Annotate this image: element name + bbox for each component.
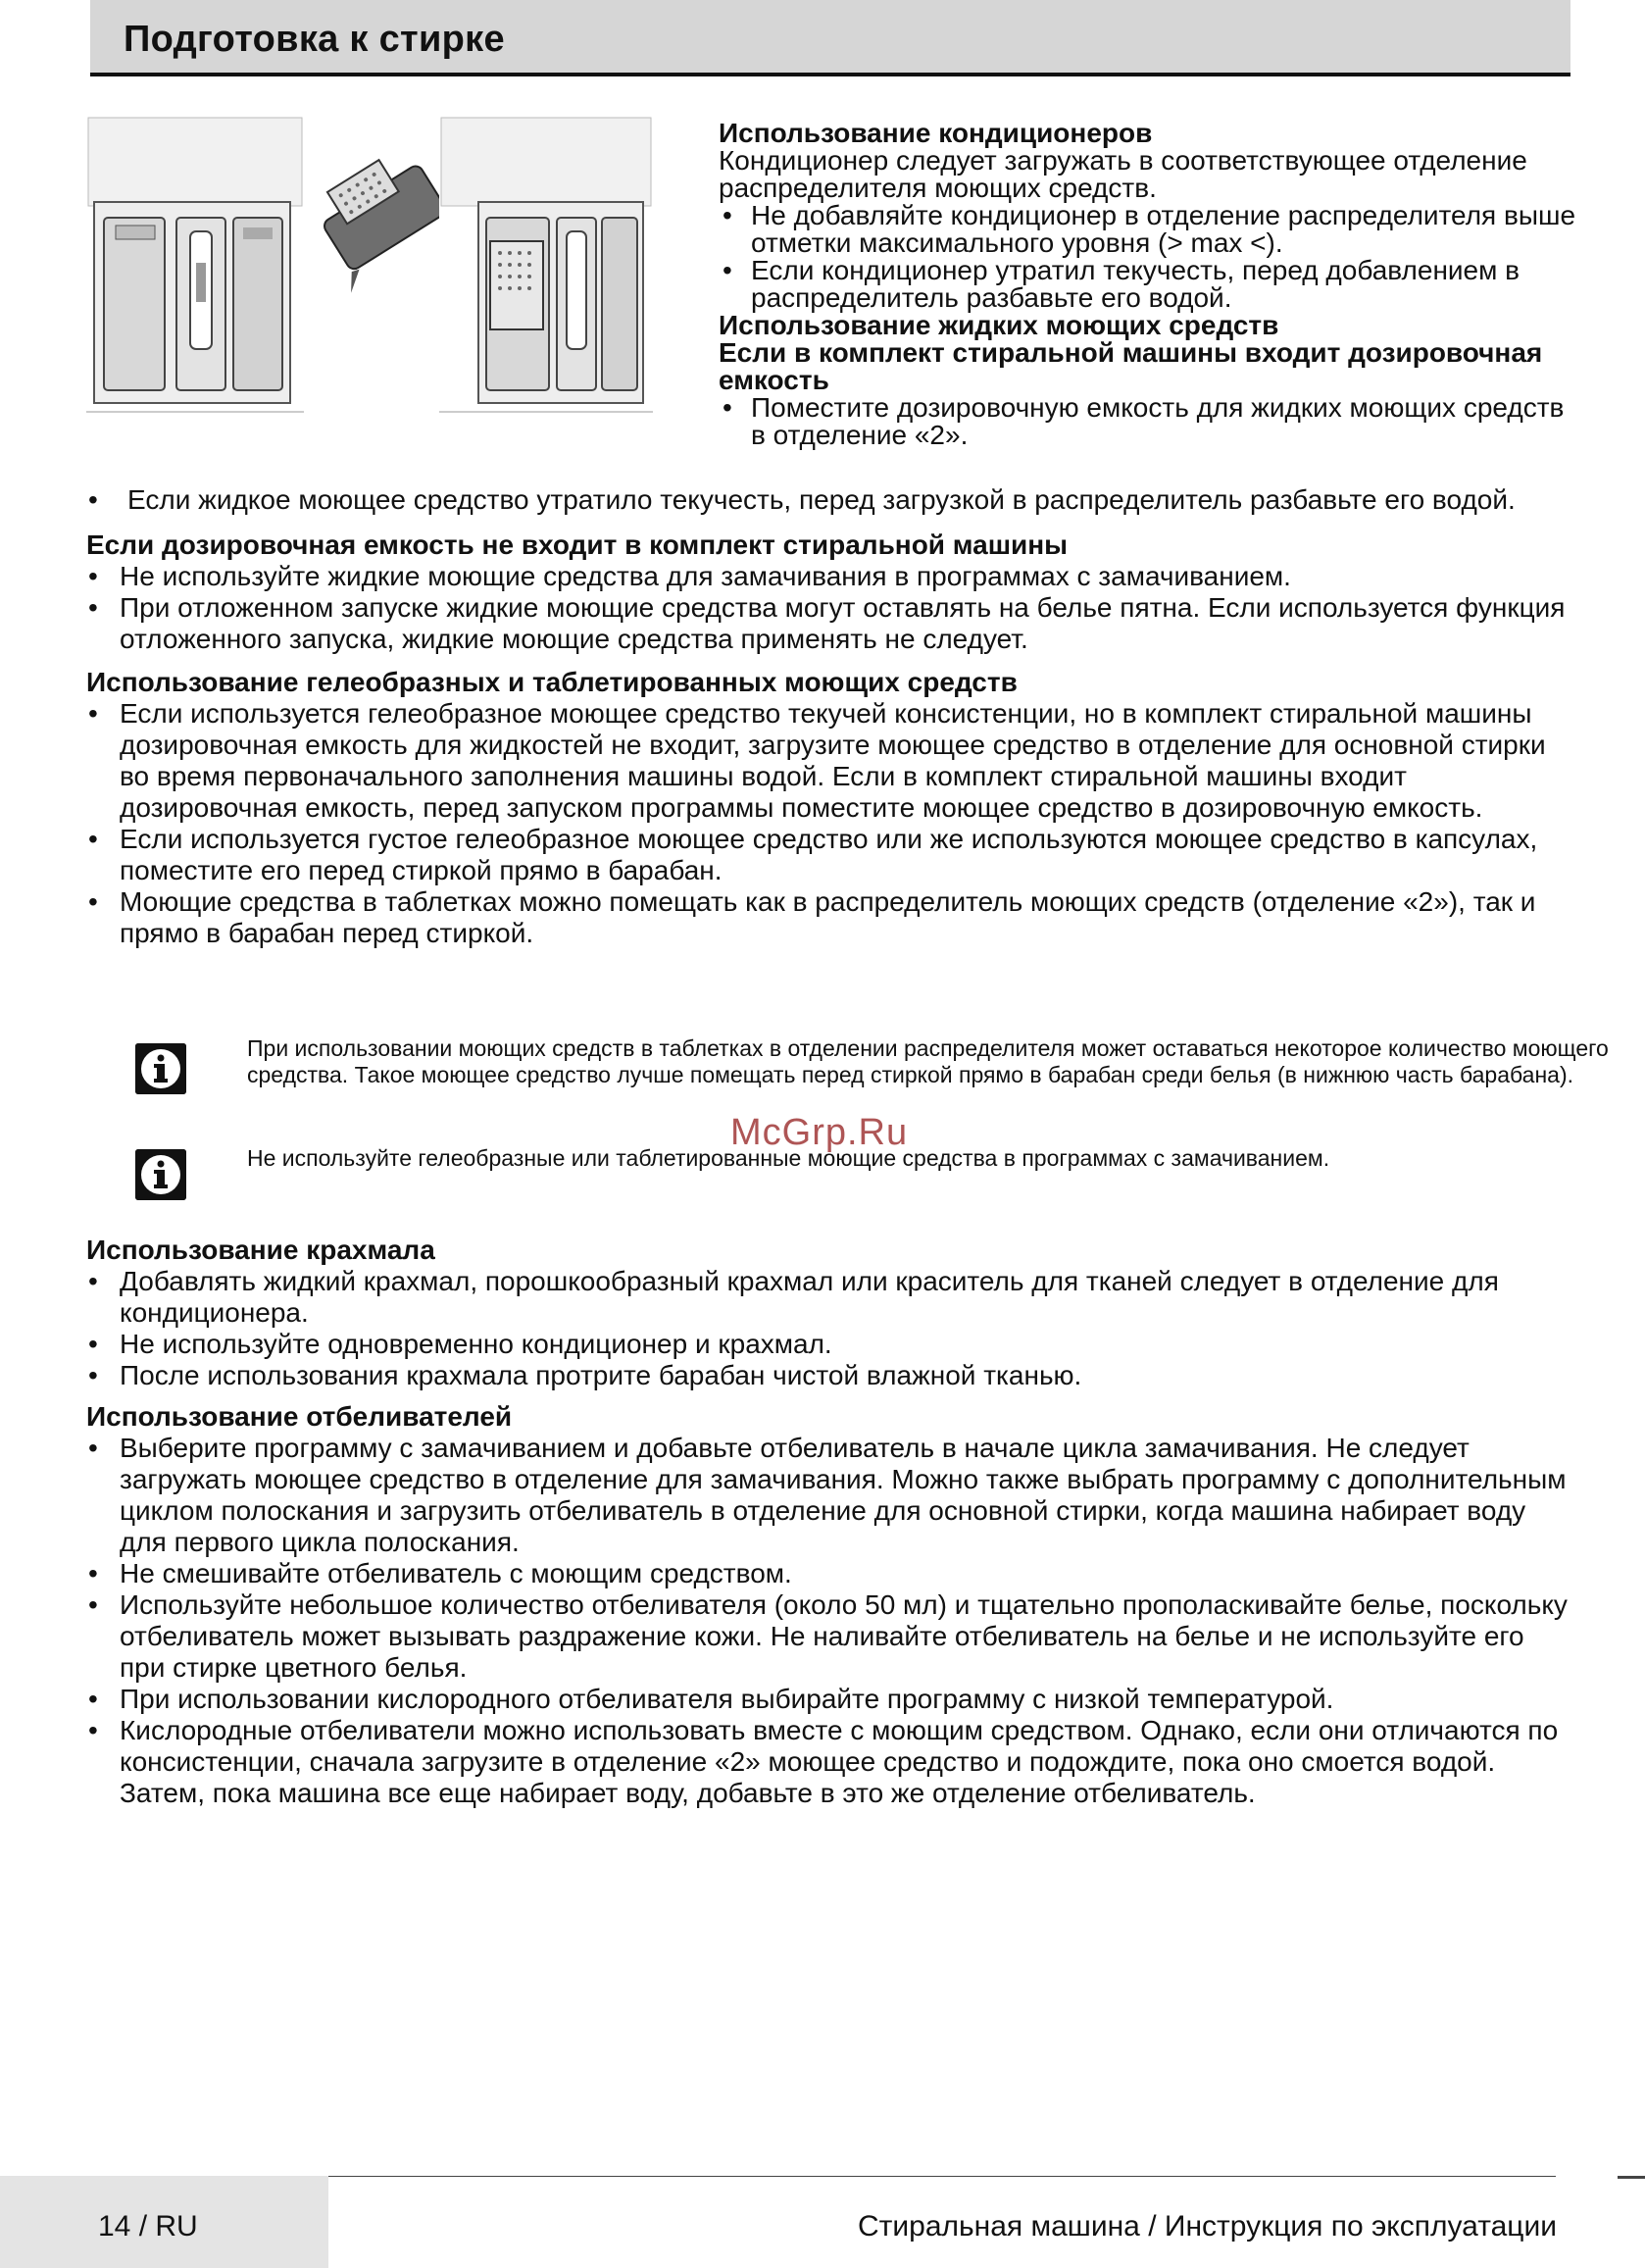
liquid-cup-illustration [304,116,439,341]
cup-heading: Если в комплект стиральной машины входит дозировочная емкость [719,337,1543,395]
list-item: • Если жидкое моющее средство утратило текучесть, перед загрузкой в распределитель разбавьте его водой. [86,484,1576,516]
list-item: • Не используйте жидкие моющие средства для замачивания в программах с замачиванием. [86,561,1576,592]
info-icon [135,1043,186,1094]
conditioner-section [719,120,1581,449]
page-title: Подготовка к стирке [124,19,505,60]
footer-corner-mark [1618,2176,1645,2179]
nocup-heading: Если дозировочная емкость не входит в комплект стиральной машины [86,529,1069,560]
conditioner-intro: Кондиционер следует загружать в соответствующее отделение распределителя моющих средств. [719,145,1527,203]
page-number: 14 / RU [98,2210,198,2243]
bleach-heading: Использование отбеливателей [86,1401,513,1432]
starch-bleach-section [86,1224,1576,1809]
list-item: • Поместите дозировочную емкость для жидких моющих средств в отделение «2». [719,394,1581,449]
info-note [86,1035,1609,1124]
list-item: • Добавлять жидкий крахмал, порошкообразный крахмал или краситель для тканей следует в отделение для кондиционера. [86,1266,1576,1329]
conditioner-heading: Использование кондиционеров [719,118,1153,148]
liquid-heading: Использование жидких моющих средств [719,310,1279,340]
page-header [90,0,1570,76]
list-item: • Выберите программу с замачиванием и добавьте отбеливатель в начале цикла замачивания. Не следует загружать моющее средство в отделение для замачивания. Можно также выбрать программу с дополнительным циклом полоскания и загрузить отбеливатель в отделение для основной стирки, когда машина набирает воду для первого цикла полоскания. [86,1433,1576,1558]
info-note [86,1145,1567,1214]
list-item: • Не смешивайте отбеливатель с моющим средством. [86,1558,1576,1589]
watermark: McGrp.Ru [730,1112,909,1153]
list-item: • При использовании кислородного отбеливателя выбирайте программу с низкой температурой. [86,1684,1576,1715]
drawer-with-cup-illustration [439,116,653,428]
list-item: • Используйте небольшое количество отбеливателя (около 50 мл) и тщательно прополаскивайте белье, поскольку отбеливатель может вызывать раздражение кожи. Не наливайте отбеливатель на белье и не используйте его при стирке цветного белья. [86,1589,1576,1684]
info-note-text: При использовании моющих средств в таблетках в отделении распределителя может оставаться некоторое количество моющего средства. Такое моющее средство лучше помещать перед стиркой прямо в барабан среди белья (в нижнюю часть барабана). [247,1035,1609,1087]
footer-divider [328,2176,1556,2177]
list-item: • Не используйте одновременно кондиционер и крахмал. [86,1329,1576,1360]
main-content [86,484,1576,949]
drawer-open-illustration [86,116,304,428]
info-note-text: Не используйте гелеобразные или таблетированные моющие средства в программах с замачиванием. [247,1145,1330,1171]
list-item: • Если используется гелеобразное моющее средство текучей консистенции, но в комплект стиральной машины дозировочная емкость для жидкостей не входит, загрузите моющее средство в отделение для основной стирки во время первоначального заполнения машины водой. Если в комплект стиральной машины входит дозировочная емкость, перед запуском программы поместите моющее средство в дозировочную емкость. [86,698,1576,824]
list-item: • При отложенном запуске жидкие моющие средства могут оставлять на белье пятна. Если используется функция отложенного запуска, жидкие моющие средства применять не следует. [86,592,1576,655]
list-item: • Не добавляйте кондиционер в отделение распределителя выше отметки максимального уровня (> max <). [719,202,1581,257]
list-item: • Моющие средства в таблетках можно помещать как в распределитель моющих средств (отделение «2»), так и прямо в барабан перед стиркой. [86,886,1576,949]
list-item: • Кислородные отбеливатели можно использовать вместе с моющим средством. Однако, если они отличаются по консистенции, сначала загрузите в отделение «2» моющее средство и подождите, пока оно смоется водой. Затем, пока машина все еще набирает воду, добавьте в это же отделение отбеливатель. [86,1715,1576,1809]
starch-heading: Использование крахмала [86,1235,435,1265]
info-icon [135,1149,186,1200]
list-item: • Если используется густое гелеобразное моющее средство или же используются моющее средство в капсулах, поместите его перед стиркой прямо в барабан. [86,824,1576,886]
list-item: • Если кондиционер утратил текучесть, перед добавлением в распределитель разбавьте его водой. [719,257,1581,312]
footer-title: Стиральная машина / Инструкция по эксплуатации [857,2210,1557,2243]
list-item: • После использования крахмала протрите барабан чистой влажной тканью. [86,1360,1576,1391]
gel-heading: Использование гелеобразных и таблетированных моющих средств [86,667,1018,697]
